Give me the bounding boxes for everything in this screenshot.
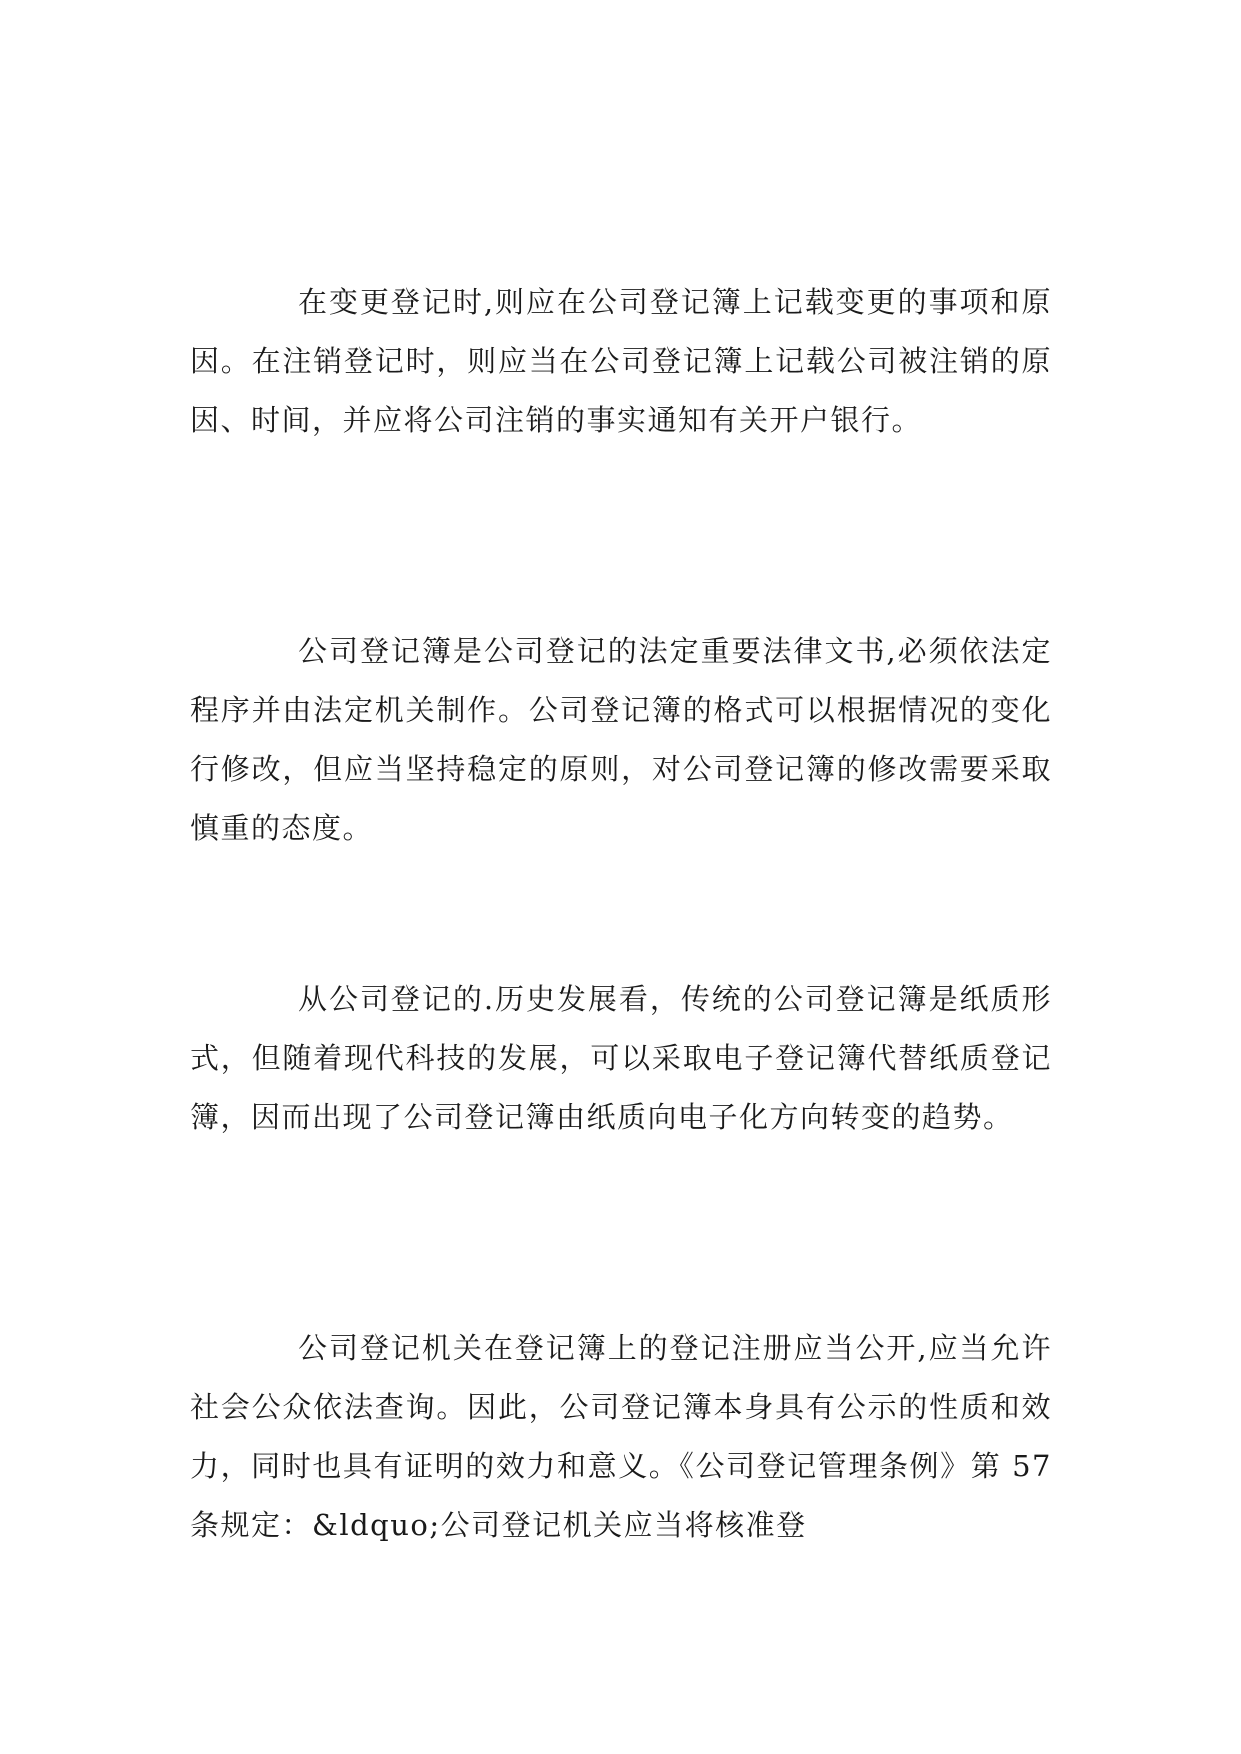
paragraph-2: 公司登记簿是公司登记的法定重要法律文书,必须依法定程序并由法定机关制作。公司登记簿的格式可以根据情况的变化行修改，但应当坚持稳定的原则，对公司登记簿的修改需要采取慎重的态度。 <box>190 634 1052 845</box>
paragraph-4: 公司登记机关在登记簿上的登记注册应当公开,应当允许社会公众依法查询。因此，公司登记簿本身具有公示的性质和效力，同时也具有证明的效力和意义。《公司登记管理条例》第 57 条规定：&ldquo;公司登记机关应当将核准登 <box>190 1331 1052 1542</box>
paragraph-3: 从公司登记的.历史发展看，传统的公司登记簿是纸质形式，但随着现代科技的发展，可以采取电子登记簿代替纸质登记簿，因而出现了公司登记簿由纸质向电子化方向转变的趋势。 <box>190 982 1052 1134</box>
paragraph-1: 在变更登记时,则应在公司登记簿上记载变更的事项和原因。在注销登记时，则应当在公司登记簿上记载公司被注销的原因、时间，并应将公司注销的事实通知有关开户银行。 <box>190 285 1052 437</box>
